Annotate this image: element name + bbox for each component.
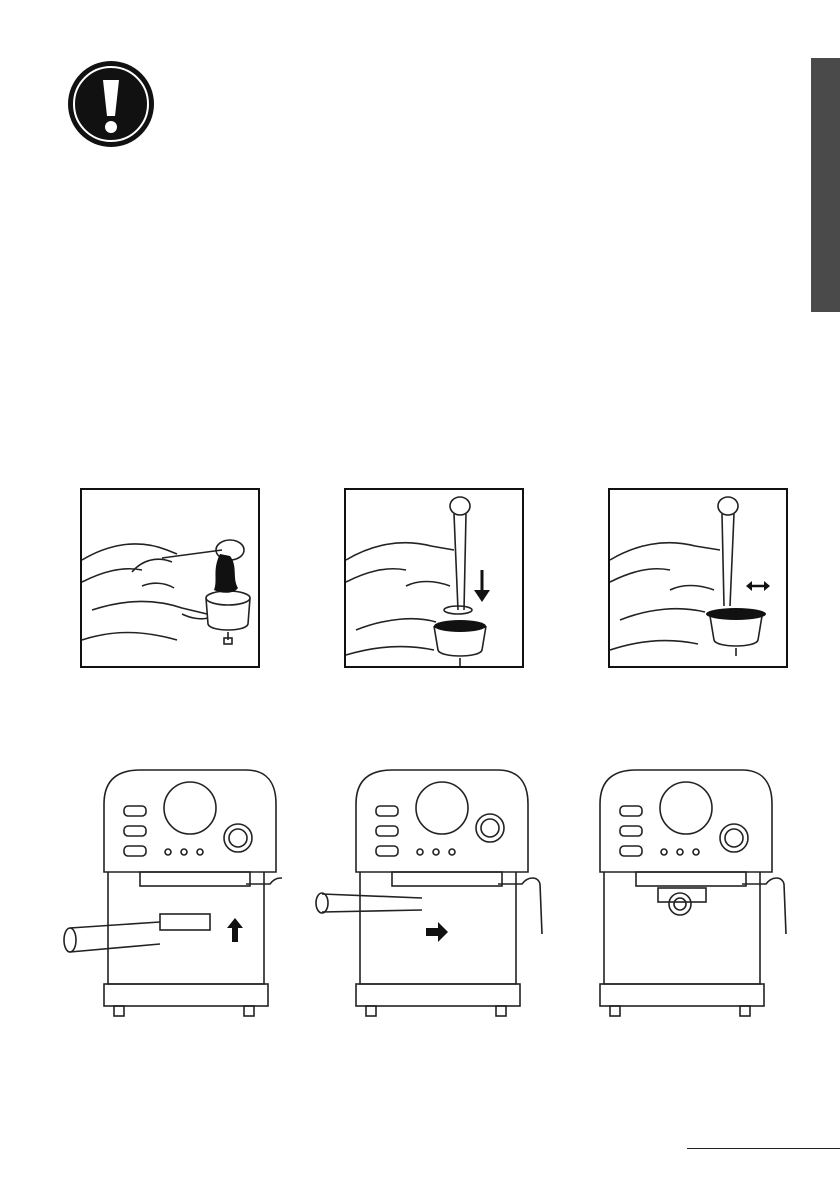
- arrow-up-icon: [227, 918, 243, 942]
- step-rotate-portafilter: [312, 764, 548, 1036]
- portafilter-locked-icon: [658, 888, 706, 915]
- step-tamp-coffee: [344, 488, 524, 668]
- arrow-right-icon: [426, 922, 448, 942]
- step-portafilter-locked: [556, 764, 796, 1036]
- step-fill-coffee: [80, 488, 260, 668]
- tamper-down-arrow-icon: [346, 490, 522, 666]
- footer-rule: [687, 1148, 840, 1149]
- step-insert-portafilter: [60, 764, 282, 1036]
- warning-exclamation-icon: [67, 60, 155, 148]
- language-side-tab: [811, 58, 840, 312]
- measuring-spoon-coffee-icon: [82, 490, 258, 666]
- step-level-coffee: [608, 488, 788, 668]
- level-coffee-arrow-icon: [610, 490, 786, 666]
